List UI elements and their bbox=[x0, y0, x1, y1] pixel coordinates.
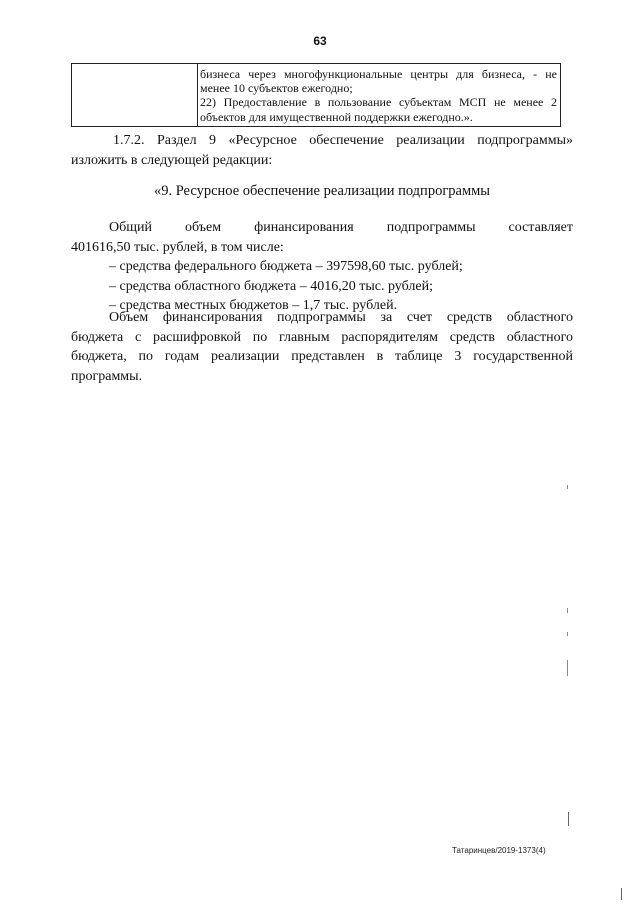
scan-mark bbox=[621, 888, 622, 900]
page-number: 63 bbox=[313, 34, 327, 48]
table-right-cell bbox=[200, 67, 557, 124]
scan-mark bbox=[567, 608, 568, 613]
list-item: – средства местных бюджетов – 1,7 тыс. рублей. bbox=[109, 298, 398, 313]
text-line: изложить в следующей редакции: bbox=[71, 152, 273, 168]
text-line: 401616,50 тыс. рублей, в том числе: bbox=[71, 239, 284, 255]
table-line: объектов для имущественной поддержки ежегодно.». bbox=[200, 109, 473, 124]
continuation-table bbox=[71, 63, 561, 127]
text-line: бюджета, по годам реализации представлен в таблице 3 государственной bbox=[71, 349, 573, 364]
scan-mark bbox=[567, 660, 568, 676]
table-line: бизнеса через многофункциональные центры для бизнеса, - не bbox=[200, 67, 557, 81]
scan-mark bbox=[568, 812, 569, 826]
table-line: 22) Предоставление в пользование субъектам МСП не менее 2 bbox=[200, 95, 557, 110]
regional-budget-paragraph bbox=[71, 308, 573, 386]
table-left-cell bbox=[72, 64, 198, 126]
text-line: 1.7.2. Раздел 9 «Ресурсное обеспечение реализации подпрограммы» bbox=[113, 133, 573, 148]
text-line: программы. bbox=[71, 368, 143, 384]
document-code: Татаринцев/2019-1373(4) bbox=[452, 846, 546, 855]
section-heading: «9. Ресурсное обеспечение реализации подпрограммы bbox=[153, 183, 491, 199]
list-item: – средства федерального бюджета – 397598,60 тыс. рублей; bbox=[109, 259, 463, 274]
funding-paragraph bbox=[71, 218, 573, 316]
text-line: Общий объем финансирования подпрограммы составляет bbox=[109, 220, 573, 235]
amendment-paragraph bbox=[71, 131, 573, 170]
scan-mark bbox=[567, 485, 568, 489]
table-line: менее 10 субъектов ежегодно; bbox=[200, 81, 353, 96]
scan-mark bbox=[567, 632, 568, 636]
text-line: Объем финансирования подпрограммы за счет средств областного bbox=[109, 310, 573, 325]
list-item: – средства областного бюджета – 4016,20 тыс. рублей; bbox=[109, 278, 433, 294]
text-line: бюджета с расшифровкой по главным распорядителям средств областного bbox=[71, 329, 573, 345]
